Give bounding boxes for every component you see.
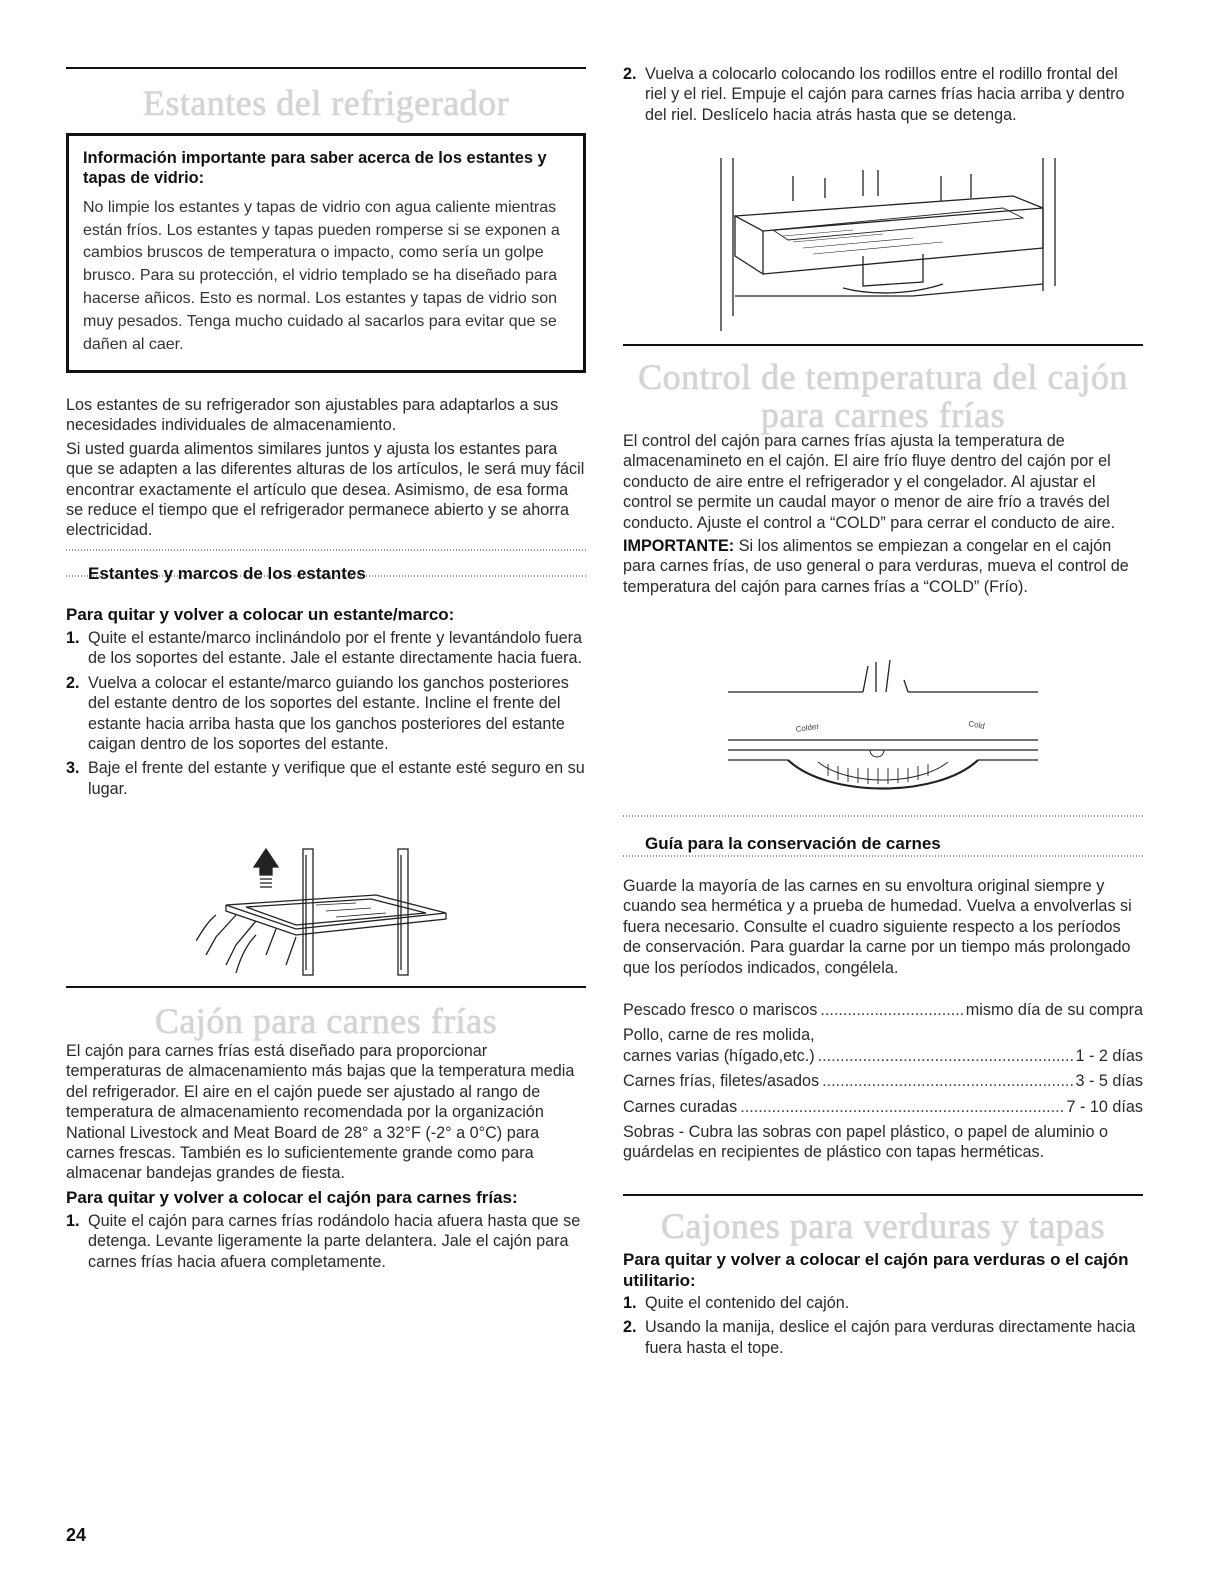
- meat-guide-subhead: Guía para la conservación de carnes: [645, 834, 941, 853]
- section-divider: [623, 1194, 1143, 1196]
- storage-item: Carnes curadas: [623, 1097, 738, 1116]
- step-text: Vuelva a colocar el estante/marco guiando los ganchos posteriores del estante dentro de los soportes del estante. Incline el frente del estante hacia arriba hasta que los ganchos posteriores del estante caigan dentro de los soportes del estante.: [88, 673, 569, 754]
- storage-row: [623, 1071, 1143, 1091]
- temperature-dial-illustration: [718, 658, 1048, 798]
- section-divider: [623, 344, 1143, 346]
- meat-drawer-section-title: Cajón para carnes frías: [154, 1001, 498, 1041]
- crisper-remove-heading: Para quitar y volver a colocar el cajón para verduras o el cajón utilitario:: [623, 1250, 1129, 1290]
- step-number: 2.: [623, 1318, 637, 1337]
- shelves-section-title: Estantes del refrigerador: [142, 83, 510, 123]
- storage-time: 7 - 10 días: [1066, 1097, 1143, 1116]
- step-item: [66, 628, 586, 669]
- storage-row: [623, 1097, 1143, 1117]
- important-label: IMPORTANTE:: [623, 537, 735, 556]
- storage-time: 3 - 5 días: [1075, 1072, 1143, 1091]
- shelves-paragraphs: [66, 395, 586, 541]
- dial-label-colder: Colder: [795, 721, 820, 734]
- meat-storage-table: [623, 1000, 1143, 1163]
- meat-drawer-remove-heading: Para quitar y volver a colocar el cajón para carnes frías:: [66, 1188, 518, 1207]
- step-number: 1.: [623, 1294, 637, 1312]
- shelves-paragraph-1: Los estantes de su refrigerador son ajustables para adaptarlos a sus necesidades individuales de almacenamiento.: [66, 396, 559, 435]
- glass-shelf-warning-box: [66, 133, 586, 373]
- meat-drawer-illustration: [713, 156, 1063, 336]
- storage-item-line: Pollo, carne de res molida,: [623, 1026, 815, 1045]
- storage-time: mismo día de su compra: [965, 1001, 1143, 1019]
- important-text: Si los alimentos se empiezan a congelar en el cajón para carnes frías, de uso general o para verduras, mueva el control de temperatura del cajón para carnes frías a “COLD” (Frío).: [623, 537, 1129, 596]
- step-number: 2.: [623, 65, 637, 83]
- storage-row: [623, 1000, 1143, 1020]
- shelves-paragraph-2: Si usted guarda alimentos similares juntos y ajusta los estantes para que se adapten a las diferentes alturas de los artículos, le será muy fácil encontrar exactamente el artículo que desea. Asimismo, de esa forma se reduce el tiempo que el refrigerador permanece abierto y se ahorra electricidad.: [66, 439, 585, 540]
- step-number: 1.: [66, 629, 80, 647]
- meat-drawer-paragraph: El cajón para carnes frías está diseñado para proporcionar temperaturas de almacenamiento más bajas que la temperatura media del refrigerador. El aire en el cajón puede ser ajustado al rango de temperatura de almacenamiento recomendada por la organización National Livestock and Meat Board de 28° a 32°F (-2° a 0°C) para carnes frescas. También es lo suficientemente grande como para almacenar bandejas grandes de fiesta.: [66, 1042, 575, 1183]
- step-text: Baje el frente del estante y verifique que el estante esté seguro en su lugar.: [88, 759, 585, 798]
- page-number: 24: [66, 1525, 87, 1545]
- crisper-remove-steps: [623, 1293, 1143, 1362]
- step-text: Vuelva a colocarlo colocando los rodillos entre el rodillo frontal del riel y el riel. Empuje el cajón para carnes frías hacia arriba y dentro del riel. Deslícelo hacia atrás hasta que se detenga.: [645, 65, 1125, 124]
- temp-control-paragraph-2: [623, 536, 1143, 597]
- storage-item: carnes varias (hígado,etc.): [623, 1046, 815, 1065]
- warning-box-heading: Información importante para saber acerca de los estantes y tapas de vidrio:: [83, 149, 547, 188]
- shelf-removal-illustration: [196, 845, 476, 980]
- storage-time: 1 - 2 días: [1075, 1046, 1143, 1065]
- step-item: [66, 1211, 586, 1272]
- dial-label-cold: Cold: [967, 719, 986, 731]
- meat-drawer-remove-steps: [66, 1211, 586, 1276]
- step-item: [623, 1293, 1143, 1313]
- storage-row: [623, 1046, 1143, 1066]
- step-number: 2.: [66, 673, 80, 692]
- step-number: 1.: [66, 1212, 80, 1230]
- temp-control-paragraphs: [623, 431, 1143, 597]
- step-text: Quite el contenido del cajón.: [645, 1294, 850, 1312]
- leftovers-paragraph: Sobras - Cubra las sobras con papel plástico, o papel de aluminio o guárdelas en recipientes de plástico con tapas herméticas.: [623, 1123, 1109, 1162]
- crisper-section-title: Cajones para verduras y tapas: [660, 1206, 1106, 1246]
- step-text: Quite el estante/marco inclinándolo por el frente y levantándolo fuera de los soportes del estante. Jale el estante directamente hacia fuera.: [88, 629, 583, 668]
- temp-control-paragraph-1: El control del cajón para carnes frías ajusta la temperatura de almacenamineto en el cajón. El aire frío fluye dentro del cajón por el conducto de aire entre el refrigerador y el congelador. Al ajustar el control se permite un caudal mayor o menor de aire frío a través del conducto. Ajuste el control a “COLD” para cerrar el conducto de aire.: [623, 432, 1116, 532]
- step-text: Usando la manija, deslice el cajón para verduras directamente hacia fuera hasta el tope.: [645, 1318, 1136, 1357]
- remove-shelf-steps: [66, 628, 586, 803]
- step-item: [623, 64, 1143, 125]
- step-item: [66, 758, 586, 799]
- step-number: 3.: [66, 759, 80, 778]
- section-divider: [66, 67, 586, 69]
- section-divider: [66, 986, 586, 988]
- step-text: Quite el cajón para carnes frías rodándolo hacia afuera hasta que se detenga. Levante ligeramente la parte delantera. Jale el cajón para carnes frías hacia afuera completamente.: [88, 1212, 581, 1271]
- remove-shelf-heading: Para quitar y volver a colocar un estante/marco:: [66, 605, 455, 624]
- storage-item: Carnes frías, filetes/asados: [623, 1072, 820, 1091]
- meat-drawer-step-2: [623, 64, 1143, 129]
- shelves-subhead: Estantes y marcos de los estantes: [88, 564, 366, 583]
- warning-box-text: No limpie los estantes y tapas de vidrio con agua caliente mientras están fríos. Los estantes y tapas pueden romperse si se exponen a cambios bruscos de temperatura o impacto, como sería un golpe brusco. Para su protección, el vidrio templado se ha diseñado para hacerse añicos. Esto es normal. Los estantes y tapas de vidrio son muy pesados. Tenga mucho cuidado al sacarlos para evitar que se dañen al caer.: [83, 198, 560, 353]
- temp-control-section-title: Control de temperatura del cajón para carnes frías: [638, 357, 1128, 435]
- storage-item: Pescado fresco o mariscos: [623, 1001, 818, 1019]
- meat-guide-paragraph: Guarde la mayoría de las carnes en su envoltura original siempre y cuando sea hermética y a prueba de humedad. Vuelva a envolverlas si fuera necesario. Consulte el cuadro siguiente respecto a los períodos de conservación. Para guardar la carne por un tiempo más prolongado que los períodos indicados, congélela.: [623, 877, 1132, 977]
- step-item: [66, 673, 586, 755]
- step-item: [623, 1317, 1143, 1358]
